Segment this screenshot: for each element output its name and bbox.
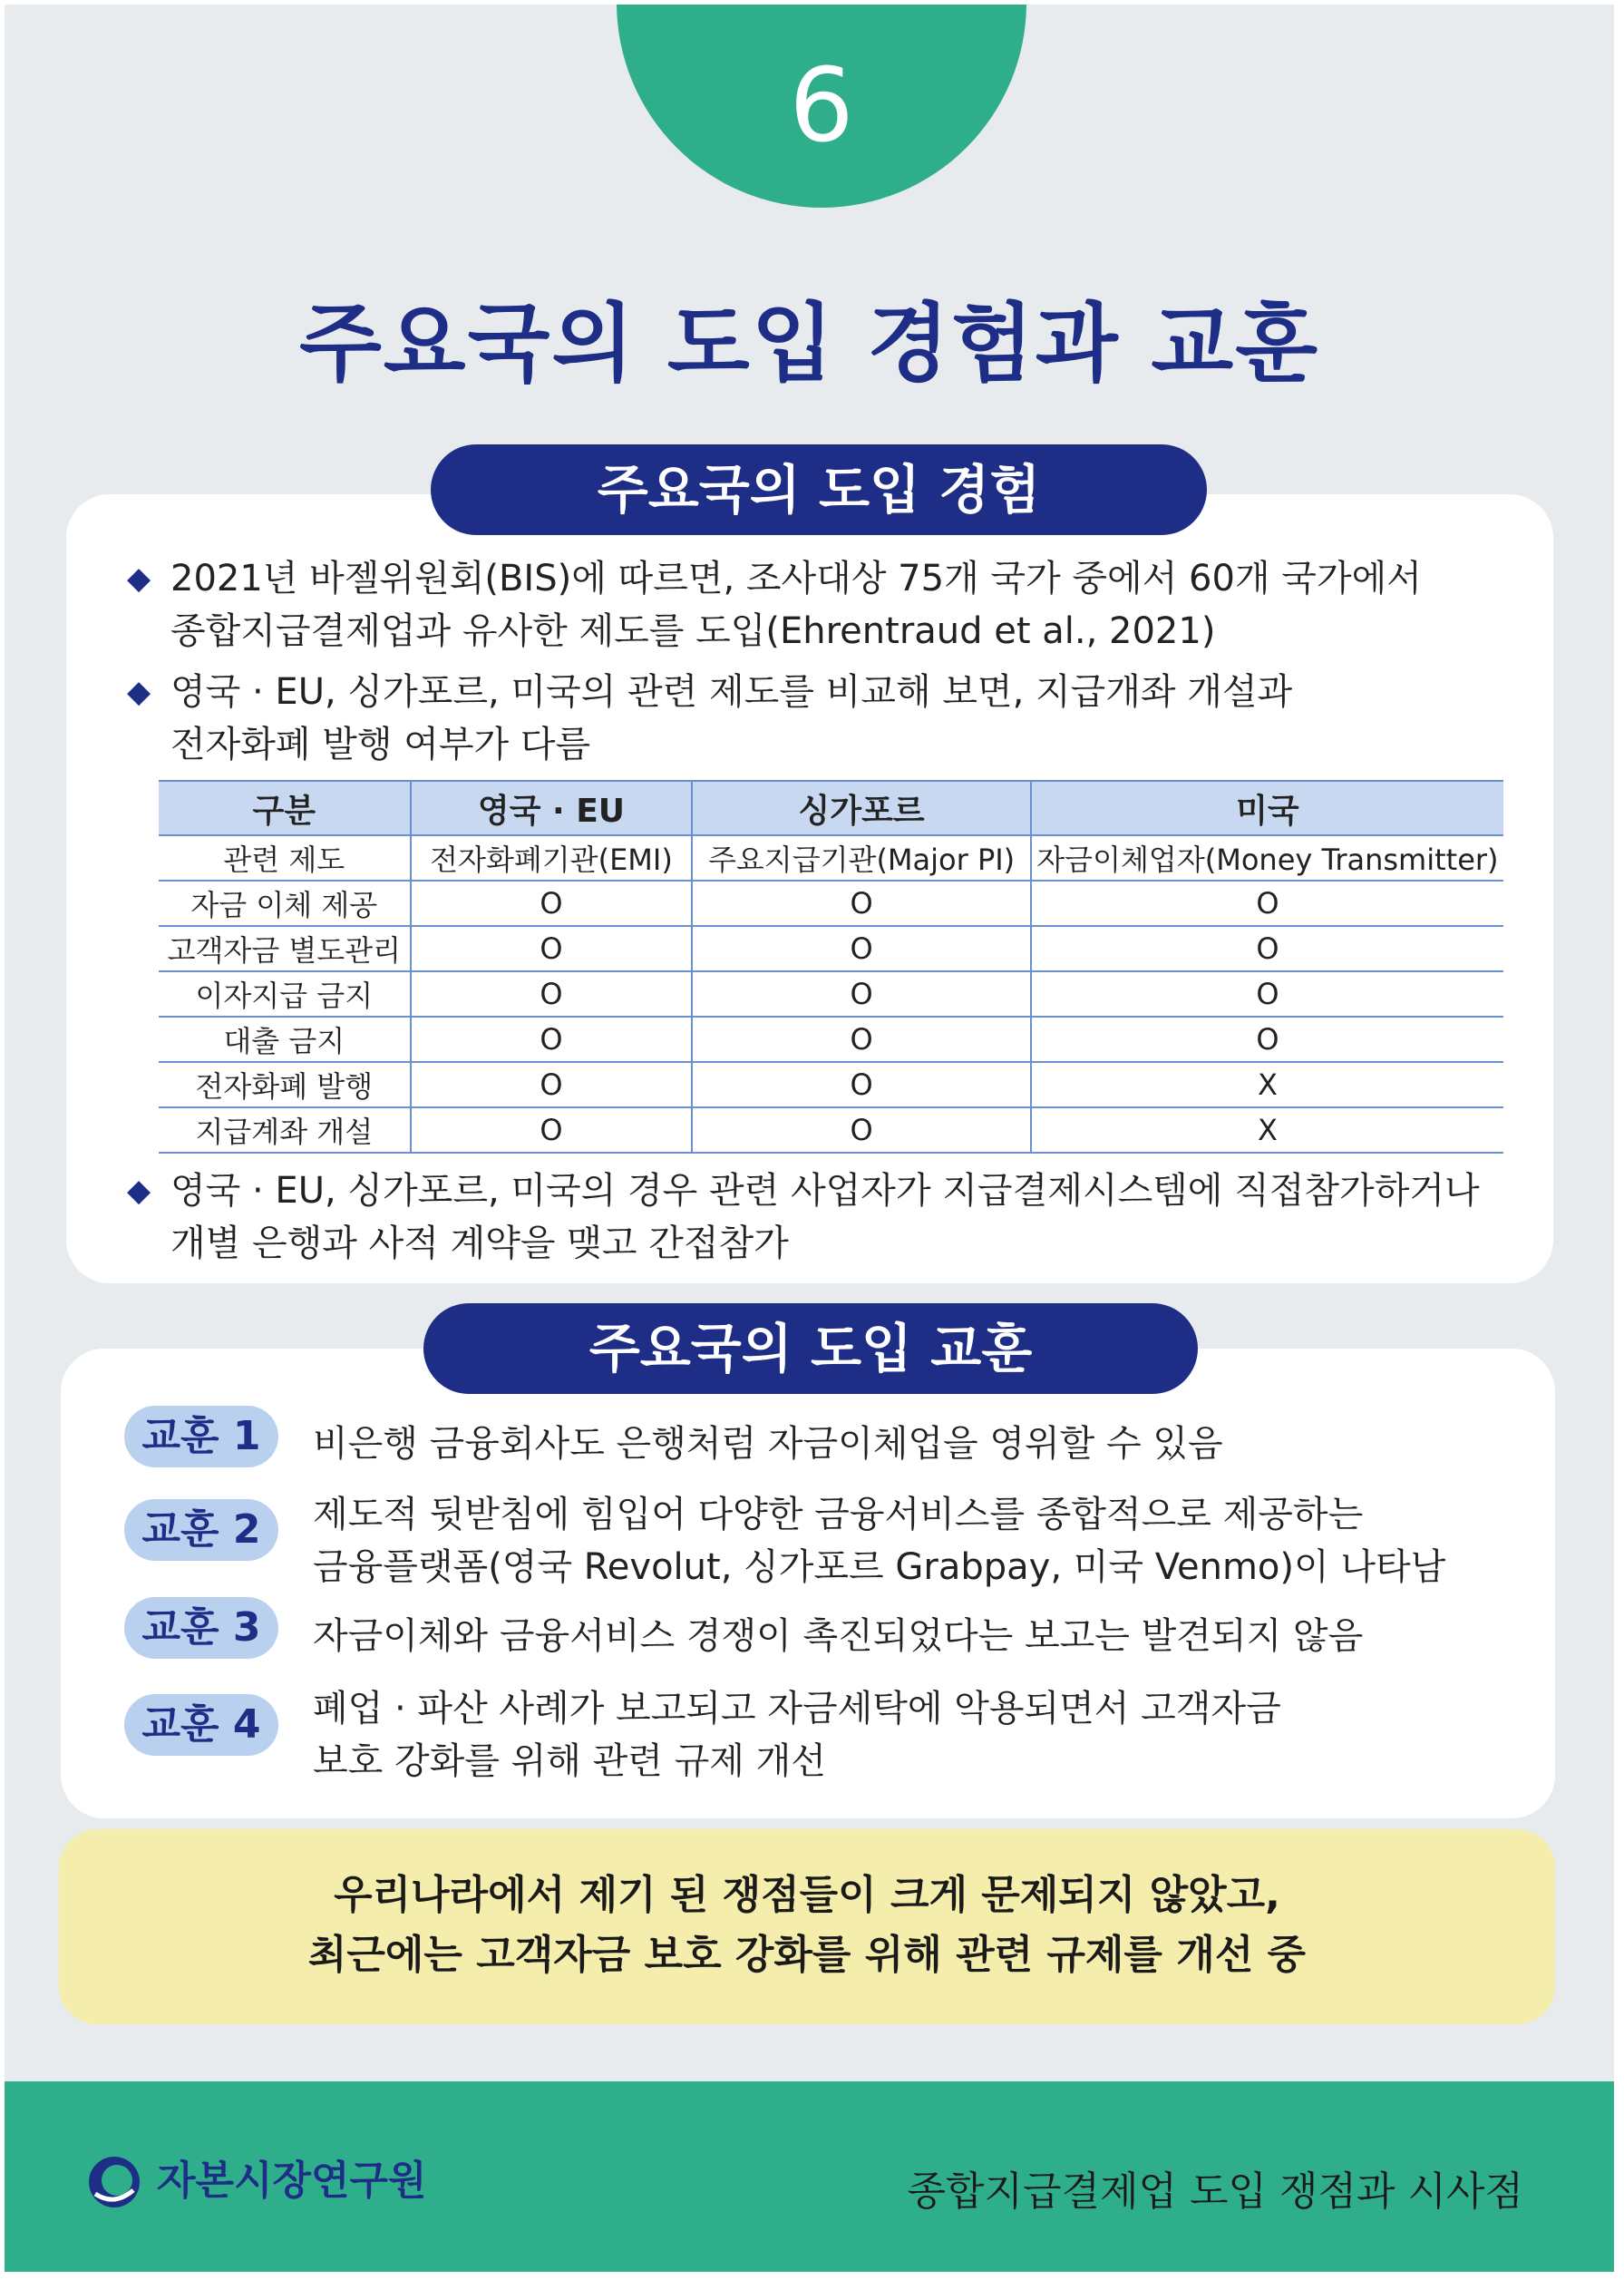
table-header-row [159,781,1503,835]
table-cell: 지급계좌 개설 [159,1107,411,1153]
lesson-line: 제도적 뒷받침에 힘입어 다양한 금융서비스를 종합적으로 제공하는 [313,1494,1364,1535]
table-cell: X [1031,1062,1503,1107]
footer [5,2081,1614,2272]
table-cell: 전자화폐 발행 [159,1062,411,1107]
table-cell: O [692,1107,1030,1153]
institute-logo-icon [86,2154,142,2210]
bullet-line: 2021년 바젤위원회(BIS)에 따르면, 조사대상 75개 국가 중에서 60개 국가에서 [170,558,1422,599]
lesson-line: 비은행 금융회사도 은행처럼 자금이체업을 영위할 수 있음 [313,1423,1223,1465]
table-cell: O [411,971,693,1017]
table-cell: O [411,926,693,971]
table-cell: O [1031,1017,1503,1062]
table-cell: O [411,881,693,926]
table-cell: 전자화폐기관(EMI) [411,835,693,881]
comparison-table [159,780,1503,1154]
lesson-text-3 [313,1610,1363,1662]
table-cell: O [692,1062,1030,1107]
table-cell: 자금이체업자(Money Transmitter) [1031,835,1503,881]
diamond-bullet-icon: ◆ [127,674,151,710]
table-cell: O [1031,881,1503,926]
table-cell: 주요지급기관(Major PI) [692,835,1030,881]
lessons-heading: 주요국의 도입 교훈 [423,1303,1198,1394]
table-cell: 관련 제도 [159,835,411,881]
lesson-badge-4: 교훈 4 [124,1694,278,1756]
page-title: 주요국의 도입 경험과 교훈 [298,295,1320,394]
table-cell: O [411,1107,693,1153]
table-cell: O [411,1017,693,1062]
document-title: 종합지급결제업 도입 쟁점과 시사점 [907,2168,1523,2215]
table-cell: X [1031,1107,1503,1153]
table-row [159,1107,1503,1153]
table-cell: 고객자금 별도관리 [159,926,411,971]
conclusion-line: 최근에는 고객자금 보호 강화를 위해 관련 규제를 개선 중 [307,1932,1307,1978]
table-cell: O [411,1062,693,1107]
table-header: 싱가포르 [692,781,1030,835]
lesson-text-4 [313,1682,1281,1788]
table-row [159,1017,1503,1062]
bullet-line: 종합지급결제업과 유사한 제도를 도입(Ehrentraud et al., 2021) [170,610,1216,652]
bullet-line: 전자화폐 발행 여부가 다름 [170,724,591,765]
diamond-bullet-icon: ◆ [127,1173,151,1209]
lesson-line: 금융플랫폼(영국 Revolut, 싱가포르 Grabpay, 미국 Venmo)이 나타남 [313,1546,1446,1588]
table-cell: O [692,881,1030,926]
table-cell: O [692,1017,1030,1062]
table-row [159,971,1503,1017]
table-cell: O [692,971,1030,1017]
table-row [159,835,1503,881]
table-cell: 대출 금지 [159,1017,411,1062]
table-header: 구분 [159,781,411,835]
lesson-badge-2: 교훈 2 [124,1499,278,1561]
lesson-line: 폐업 · 파산 사례가 보고되고 자금세탁에 악용되면서 고객자금 [313,1688,1281,1729]
bullet-line: 영국 · EU, 싱가포르, 미국의 경우 관련 사업자가 지급결제시스템에 직접참가하거나 [170,1170,1480,1212]
lesson-badge-3: 교훈 3 [124,1597,278,1659]
table-cell: 이자지급 금지 [159,971,411,1017]
conclusion-box [59,1829,1555,2024]
table-cell: O [1031,971,1503,1017]
lesson-badge-1: 교훈 1 [124,1406,278,1467]
lesson-line: 자금이체와 금융서비스 경쟁이 촉진되었다는 보고는 발견되지 않음 [313,1615,1364,1657]
table-row [159,881,1503,926]
lesson-text-1 [313,1418,1223,1470]
bullet-line: 영국 · EU, 싱가포르, 미국의 관련 제도를 비교해 보면, 지급개좌 개설과 [170,671,1293,713]
experience-heading: 주요국의 도입 경험 [431,444,1207,535]
lesson-line: 보호 강화를 위해 관련 규제 개선 [313,1740,826,1782]
table-header: 미국 [1031,781,1503,835]
page [5,5,1614,2272]
table-header: 영국 · EU [411,781,693,835]
table-row [159,926,1503,971]
page-number-circle [617,5,1026,208]
table-row [159,1062,1503,1107]
table-cell: O [692,926,1030,971]
page-number: 6 [789,47,854,165]
lesson-text-2 [313,1488,1445,1593]
conclusion-line: 우리나라에서 제기 된 쟁점들이 크게 문제되지 않았고, [334,1872,1280,1918]
table-cell: O [1031,926,1503,971]
table-cell: 자금 이체 제공 [159,881,411,926]
bullet-line: 개별 은행과 사적 계약을 맺고 간접참가 [170,1223,789,1264]
org-name: 자본시장연구원 [157,2158,427,2204]
diamond-bullet-icon: ◆ [127,560,151,597]
